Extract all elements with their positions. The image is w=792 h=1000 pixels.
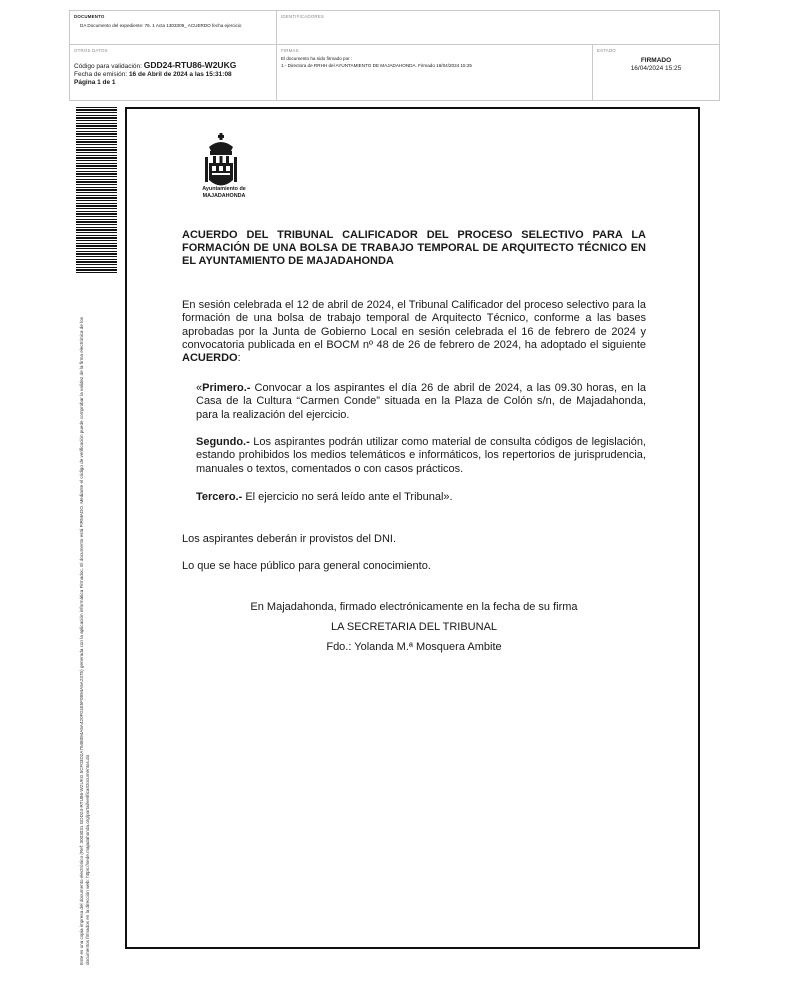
signature-place: En Majadahonda, firmado electrónicamente en la fecha de su firma (250, 601, 578, 613)
firmas-label: FIRMAS (281, 48, 299, 53)
header-bottom-row (69, 45, 720, 101)
signature-role: LA SECRETARIA DEL TRIBUNAL (330, 621, 498, 633)
segundo-paragraph (196, 436, 646, 476)
primero-label: Primero.- (202, 382, 251, 394)
tercero-paragraph (196, 491, 646, 504)
logo-line1: Ayuntamiento de (202, 186, 246, 192)
estado-cell (592, 45, 719, 100)
intro-end: : (237, 352, 241, 365)
firmas-signer: 1.- Directora de RRHH del AYUNTAMIENTO DE MAJADAHONDA. Firmado 16/04/2024 15:25 (281, 63, 472, 68)
documento-label: DOCUMENTO (74, 14, 105, 19)
page-count: Página 1 de 1 (74, 79, 116, 86)
primero-open: « (196, 382, 203, 394)
intro-text: En sesión celebrada el 12 de abril de 2024, el Tribunal Calificador del proceso selectivo para la formación de una bolsa de trabajo temporal de Arquitecto Técnico, conforme a las bases aprobadas por la Junta de Gobierno Local en sesión celebrada el 16 de febrero de 2024 y convocatoria publicada en el BOCM nº 48 de 26 de febrero de 2024, ha adoptado el siguiente (182, 299, 646, 351)
document-page (125, 107, 700, 949)
codigo-label: Código para validación: (74, 63, 142, 70)
documento-description: DA Documento del expediente: 76. 1 Acta 1303309_ ACUERDO fecha ejercicio (80, 23, 242, 28)
firmas-intro: El documento ha sido firmado por : (281, 56, 353, 61)
firmas-cell (276, 45, 592, 100)
estado-label: ESTADO (597, 48, 616, 53)
tercero-label: Tercero.- (196, 491, 243, 503)
publico-paragraph: Lo que se hace público para general conocimiento. (182, 560, 431, 572)
validation-code-line (74, 61, 236, 71)
logo-line2: MAJADAHONDA (202, 192, 246, 199)
primero-text: Convocar a los aspirantes el día 26 de abril de 2024, a las 09.30 horas, en la Casa de la Cultura “Carmen Conde” situada en la Plaza de Colón s/n, de Majadahonda, para la realización del ejercicio. (196, 382, 646, 421)
header-top-row (69, 10, 720, 45)
primero-paragraph (196, 382, 646, 422)
emission-date-line (74, 71, 232, 79)
verification-side-note: Este es una copia impresa del documento electrónico (Ref: 3003031 GDD24-RTU86-W2UKG 5CF03D2A7548094A5A420F01E5F0894A5A2375) generada con la aplicación informática Firmadoc. El documento está FIRMADO. Mediante el código de verificación puede comprobar la validez de la firma electrónica de los documentos firmados en la dirección web: https://sede.majadahonda.org/portal/verificarDocumentos.do (79, 317, 90, 965)
intro-paragraph (182, 299, 646, 365)
tercero-text: El ejercicio no será leído ante el Tribunal». (242, 491, 453, 503)
signature-name: Fdo.: Yolanda M.ª Mosquera Ambite (326, 641, 502, 653)
acuerdo-label: ACUERDO (182, 352, 238, 365)
segundo-text: Los aspirantes podrán utilizar como material de consulta códigos de legislación, estando prohibidos los medios telemáticos e informáticos, los repertorios de jurisprudencia, manuales o textos, comentados o con casos prácticos. (196, 436, 646, 475)
estado-date: 16/04/2024 15:25 (630, 65, 682, 72)
estado-value: FIRMADO (640, 57, 672, 64)
barcode (76, 107, 117, 275)
fecha-value: 16 de Abril de 2024 a las 15:31:08 (128, 71, 232, 78)
municipality-name (189, 186, 259, 199)
identificadores-cell (276, 11, 719, 44)
dni-paragraph: Los aspirantes deberán ir provistos del DNI. (182, 533, 396, 545)
fecha-label: Fecha de emisión: (74, 71, 128, 78)
document-title: ACUERDO DEL TRIBUNAL CALIFICADOR DEL PROCESO SELECTIVO PARA LA FORMACIÓN DE UNA BOLSA DE TRABAJO TEMPORAL DE ARQUITECTO TÉCNICO EN EL AYUNTAMIENTO DE MAJADAHONDA (182, 229, 646, 267)
identificadores-label: IDENTIFICADORES (281, 14, 325, 19)
documento-cell (70, 11, 276, 44)
otros-datos-cell (70, 45, 276, 100)
otros-datos-label: OTROS DATOS (74, 48, 108, 53)
segundo-label: Segundo.- (196, 436, 250, 448)
codigo-value[interactable]: GDD24-RTU86-W2UKG (143, 60, 237, 70)
